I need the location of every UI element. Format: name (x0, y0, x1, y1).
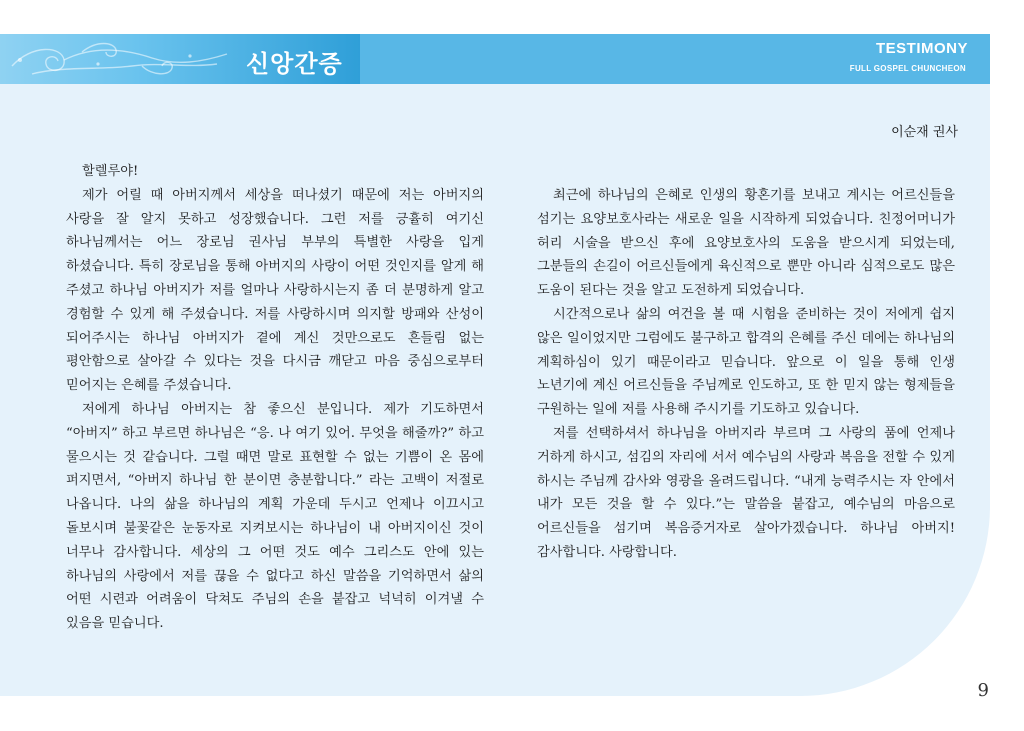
swirl-ornament-icon (2, 36, 232, 82)
paragraph: 저에게 하나님 아버지는 참 좋으신 분입니다. 제가 기도하면서 “아버지” 하고 부르면 하나님은 “응. 나 여기 있어. 무엇을 해줄까?” 하고 물으시는 것 같습니다. 그럴 때면 말로 표현할 수 없는 기쁨이 온 몸에 퍼지면서, “아버지 하나님 한 분이면 충분합니다.” 라는 고백이 저절로 나옵니다. 나의 삶을 하나님의 계획 가운데 두시고 언제나 이끄시고 돌보시며 불꽃같은 눈동자로 지켜보시는 하나님이 내 아버지이신 것이 너무나 감사합니다. 세상의 그 어떤 것도 예수 그리스도 안에 있는 하나님의 사랑에서 저를 끊을 수 없다고 하신 말씀을 기억하면서 삶의 어떤 시련과 어려움이 닥쳐도 주님의 손을 붙잡고 넉넉히 이겨낼 수 있음을 믿습니다. (66, 401, 484, 632)
paragraph: 최근에 하나님의 은혜로 인생의 황혼기를 보내고 계시는 어르신들을 섬기는 요양보호사라는 새로운 일을 시작하게 되었습니다. 친정어머니가 허리 시술을 받으신 후에 요양보호사의 도움을 받으시게 되었는데, 그분들의 손길이 어르신들에게 육신적으로 뿐만 아니라 심적으로도 많은 도움이 된다는 것을 알고 도전하게 되었습니다. (537, 188, 955, 299)
section-title: TESTIMONY (875, 40, 968, 57)
right-column (537, 184, 955, 565)
paragraph: 제가 어릴 때 아버지께서 세상을 떠나셨기 때문에 저는 아버지의 사랑을 잘 알지 못하고 성장했습니다. 그런 저를 긍휼히 여기신 하나님께서는 어느 장로님 권사님 부부의 특별한 사랑을 입게 하셨습니다. 특히 장로님을 통해 아버지의 사랑이 어떤 것인지를 알게 해 주셨고 하나님 아버지가 저를 얼마나 사랑하시는지 좀 더 분명하게 알고 경험할 수 있게 해 주셨습니다. 저를 사랑하시며 의지할 방패와 산성이 되어주시는 하나님 아버지가 곁에 계신 것만으로도 흔들림 없는 평안함으로 살아갈 수 있다는 것을 다시금 깨닫고 마음 중심으로부터 믿어지는 은혜를 주셨습니다. (66, 187, 484, 394)
paragraph: 저를 선택하셔서 하나님을 아버지라 부르며 그 사랑의 품에 언제나 거하게 하시고, 섬김의 자리에 서서 예수님의 사랑과 복음을 전할 수 있게 하시는 주님께 감사와 영광을 올려드립니다. “내게 능력주시는 자 안에서 내가 모든 것을 할 수 있다.”는 말씀을 붙잡고, 예수님의 마음으로 어르신들을 섬기며 복음증거자로 살아가겠습니다. 하나님 아버지! 감사합니다. 사랑합니다. (537, 425, 955, 560)
organization-name: FULL GOSPEL CHUNCHEON (849, 64, 966, 73)
page-title: 신앙간증 (246, 50, 343, 78)
paragraph: 시간적으로나 삶의 여건을 볼 때 시험을 준비하는 것이 저에게 쉽지 않은 일이었지만 그럼에도 불구하고 합격의 은혜를 주신 데에는 하나님의 계획하심이 있기 때문이라고 믿습니다. 앞으로 이 일을 통해 인생 노년기에 계신 어르신들을 주님께로 인도하고, 또 한 믿지 않는 형제들을 구원하는 일에 저를 사용해 주시기를 기도하고 있습니다. (537, 306, 955, 418)
page-number: 9 (977, 680, 989, 701)
greeting: 할렐루야! (82, 164, 139, 179)
left-column (66, 160, 484, 636)
author-name: 이순재 권사 (891, 125, 958, 140)
